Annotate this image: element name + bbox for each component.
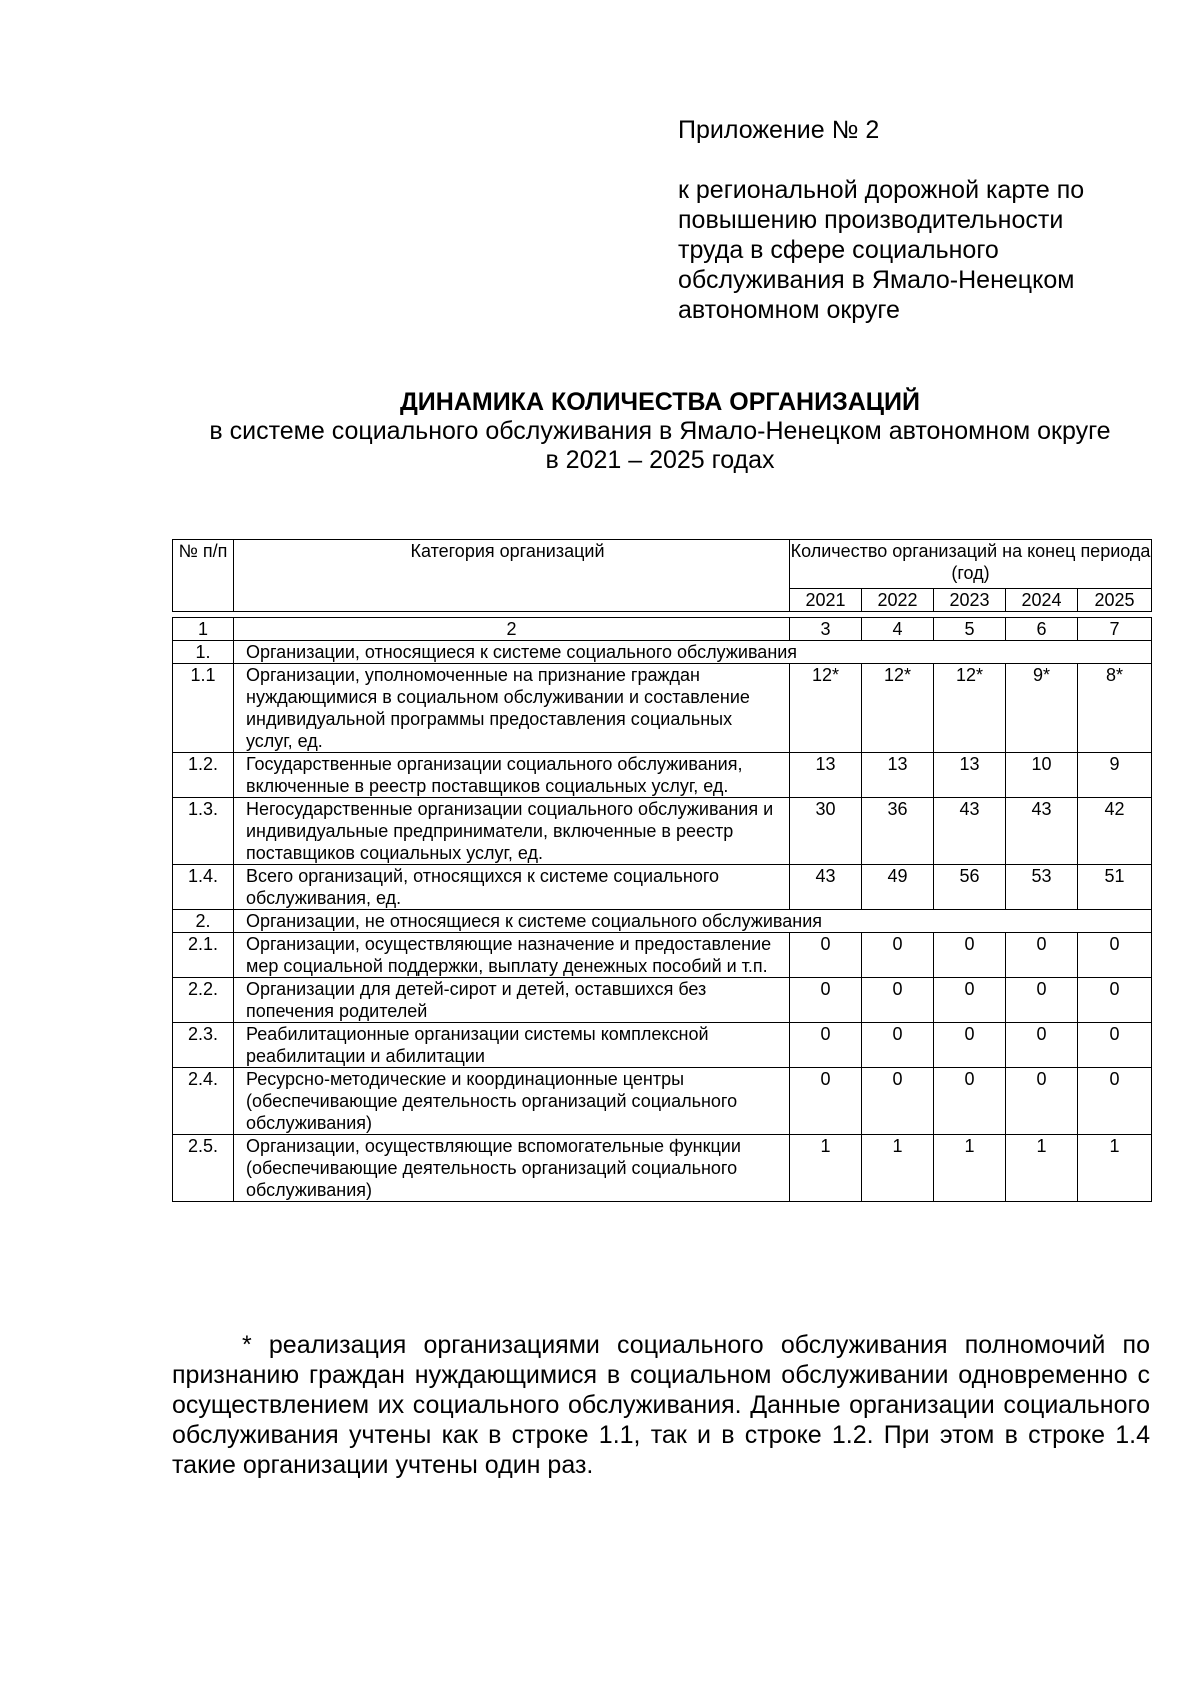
row-category: Ресурсно-методические и координационные центры (обеспечивающие деятельность организаций социального обслуживания) bbox=[234, 1068, 790, 1135]
row-value: 49 bbox=[862, 865, 934, 910]
header-year: 2023 bbox=[934, 589, 1006, 612]
annex-block bbox=[678, 115, 1148, 325]
table-header bbox=[172, 539, 1152, 612]
row-value: 0 bbox=[1078, 1068, 1152, 1135]
column-number: 4 bbox=[862, 618, 934, 641]
row-number: 2.5. bbox=[173, 1135, 234, 1202]
row-category: Организации, не относящиеся к системе социального обслуживания bbox=[234, 910, 1152, 933]
row-value: 0 bbox=[934, 1023, 1006, 1068]
annex-line: повышению производительности bbox=[678, 206, 1064, 234]
annex-title: Приложение № 2 bbox=[678, 116, 880, 144]
table-row bbox=[173, 865, 1152, 910]
row-value: 9 bbox=[1078, 753, 1152, 798]
row-category: Негосударственные организации социального обслуживания и индивидуальные предприниматели, включенные в реестр поставщиков социальных услуг, ед. bbox=[234, 798, 790, 865]
column-number: 5 bbox=[934, 618, 1006, 641]
row-number: 1.1 bbox=[173, 664, 234, 753]
row-value: 43 bbox=[790, 865, 862, 910]
document-title: ДИНАМИКА КОЛИЧЕСТВА ОРГАНИЗАЦИЙ bbox=[400, 388, 920, 416]
table-row bbox=[173, 978, 1152, 1023]
row-value: 36 bbox=[862, 798, 934, 865]
table-row bbox=[173, 933, 1152, 978]
row-number: 2.1. bbox=[173, 933, 234, 978]
row-value: 0 bbox=[1006, 1068, 1078, 1135]
row-value: 51 bbox=[1078, 865, 1152, 910]
row-number: 2.4. bbox=[173, 1068, 234, 1135]
row-value: 0 bbox=[862, 933, 934, 978]
row-value: 0 bbox=[790, 1068, 862, 1135]
footnote bbox=[172, 1330, 1150, 1480]
row-value: 12* bbox=[790, 664, 862, 753]
header-year: 2024 bbox=[1006, 589, 1078, 612]
table-row bbox=[173, 1068, 1152, 1135]
row-value: 1 bbox=[1006, 1135, 1078, 1202]
row-value: 0 bbox=[862, 1023, 934, 1068]
row-value: 0 bbox=[862, 978, 934, 1023]
header-year: 2021 bbox=[790, 589, 862, 612]
header-count: Количество организаций на конец периода (год) bbox=[790, 540, 1152, 589]
row-value: 0 bbox=[790, 978, 862, 1023]
row-value: 12* bbox=[934, 664, 1006, 753]
row-number: 1. bbox=[173, 641, 234, 664]
row-value: 0 bbox=[790, 1023, 862, 1068]
table-row bbox=[173, 1023, 1152, 1068]
column-number: 6 bbox=[1006, 618, 1078, 641]
table-section-row bbox=[173, 910, 1152, 933]
row-value: 13 bbox=[934, 753, 1006, 798]
row-number: 2.3. bbox=[173, 1023, 234, 1068]
annex-line: обслуживания в Ямало-Ненецком bbox=[678, 266, 1075, 294]
row-value: 0 bbox=[934, 978, 1006, 1023]
row-category: Организации, осуществляющие вспомогательные функции (обеспечивающие деятельность организаций социального обслуживания) bbox=[234, 1135, 790, 1202]
row-value: 10 bbox=[1006, 753, 1078, 798]
header-num: № п/п bbox=[173, 540, 234, 612]
row-value: 0 bbox=[1006, 933, 1078, 978]
row-value: 0 bbox=[1006, 978, 1078, 1023]
row-value: 0 bbox=[1006, 1023, 1078, 1068]
document-subtitle-line1: в системе социального обслуживания в Ямало-Ненецком автономном округе bbox=[209, 417, 1111, 445]
row-category: Реабилитационные организации системы комплексной реабилитации и абилитации bbox=[234, 1023, 790, 1068]
column-number: 1 bbox=[173, 618, 234, 641]
row-value: 12* bbox=[862, 664, 934, 753]
annex-line: к региональной дорожной карте по bbox=[678, 176, 1085, 204]
row-value: 1 bbox=[1078, 1135, 1152, 1202]
row-value: 1 bbox=[862, 1135, 934, 1202]
row-value: 13 bbox=[862, 753, 934, 798]
row-value: 0 bbox=[862, 1068, 934, 1135]
column-number-row bbox=[173, 618, 1152, 641]
row-value: 56 bbox=[934, 865, 1006, 910]
row-number: 2.2. bbox=[173, 978, 234, 1023]
document-heading bbox=[130, 388, 1190, 475]
row-value: 1 bbox=[790, 1135, 862, 1202]
document-subtitle-line2: в 2021 – 2025 годах bbox=[545, 446, 775, 474]
row-number: 1.2. bbox=[173, 753, 234, 798]
annex-line: труда в сфере социального bbox=[678, 236, 999, 264]
row-value: 0 bbox=[1078, 933, 1152, 978]
table-row bbox=[173, 753, 1152, 798]
footnote-text: * реализация организациями социального обслуживания полномочий по признанию граждан нуждающимися в социальном обслуживании одновременно с осуществлением их социального обслуживания. Данные организации социального обслуживания учтены как в строке 1.1, так и в строке 1.2. При этом в строке 1.4 такие организации учтены один раз. bbox=[172, 1331, 1150, 1479]
row-value: 42 bbox=[1078, 798, 1152, 865]
column-number: 3 bbox=[790, 618, 862, 641]
row-value: 43 bbox=[934, 798, 1006, 865]
row-value: 30 bbox=[790, 798, 862, 865]
row-value: 0 bbox=[1078, 978, 1152, 1023]
row-value: 0 bbox=[934, 1068, 1006, 1135]
row-category: Государственные организации социального обслуживания, включенные в реестр поставщиков социальных услуг, ед. bbox=[234, 753, 790, 798]
row-number: 1.4. bbox=[173, 865, 234, 910]
row-number: 2. bbox=[173, 910, 234, 933]
header-year: 2025 bbox=[1078, 589, 1152, 612]
header-category: Категория организаций bbox=[234, 540, 790, 612]
table-body bbox=[173, 641, 1152, 1202]
row-value: 9* bbox=[1006, 664, 1078, 753]
row-value: 43 bbox=[1006, 798, 1078, 865]
row-value: 0 bbox=[790, 933, 862, 978]
row-value: 13 bbox=[790, 753, 862, 798]
table-row bbox=[173, 798, 1152, 865]
row-value: 8* bbox=[1078, 664, 1152, 753]
row-category: Всего организаций, относящихся к системе социального обслуживания, ед. bbox=[234, 865, 790, 910]
table-section-row bbox=[173, 641, 1152, 664]
row-value: 1 bbox=[934, 1135, 1006, 1202]
row-category: Организации для детей-сирот и детей, оставшихся без попечения родителей bbox=[234, 978, 790, 1023]
column-number: 7 bbox=[1078, 618, 1152, 641]
data-table bbox=[172, 617, 1152, 1202]
row-category: Организации, уполномоченные на признание граждан нуждающимися в социальном обслуживании и составление индивидуальной программы предоставления социальных услуг, ед. bbox=[234, 664, 790, 753]
table-row bbox=[173, 664, 1152, 753]
row-value: 0 bbox=[934, 933, 1006, 978]
annex-gap bbox=[678, 145, 1148, 175]
row-category: Организации, осуществляющие назначение и предоставление мер социальной поддержки, выплату денежных пособий и т.п. bbox=[234, 933, 790, 978]
table-row bbox=[173, 1135, 1152, 1202]
row-number: 1.3. bbox=[173, 798, 234, 865]
row-value: 53 bbox=[1006, 865, 1078, 910]
row-value: 0 bbox=[1078, 1023, 1152, 1068]
header-year: 2022 bbox=[862, 589, 934, 612]
annex-line: автономном округе bbox=[678, 296, 900, 324]
column-number: 2 bbox=[234, 618, 790, 641]
row-category: Организации, относящиеся к системе социального обслуживания bbox=[234, 641, 1152, 664]
